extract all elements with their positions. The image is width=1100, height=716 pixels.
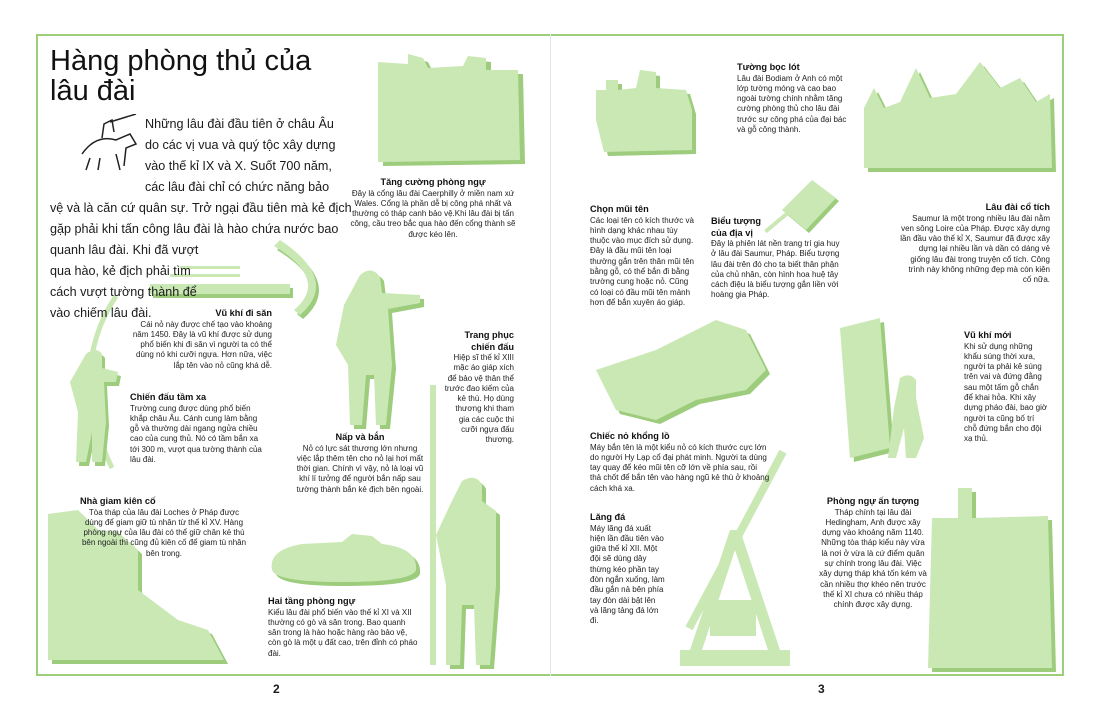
caption-heading: Trang phục chiến đấu <box>464 330 514 352</box>
intro-line: Những lâu đài đầu tiên ở châu Âu <box>145 117 334 131</box>
caption-phong-ngu-an-tuong <box>818 496 928 610</box>
caption-text: Cái nỏ này được chế tạo vào khoảng năm 1450. Đây là vũ khí được sử dụng phổ biến khi đi săn vì người ta có thể dùng nó khi cưỡi ngựa. Hơn nữa, việc lắp tên vào nỏ cũng khá dễ. <box>132 319 272 370</box>
caption-heading: Chọn mũi tên <box>590 204 649 214</box>
caption-heading: Phòng ngự ấn tượng <box>826 496 920 506</box>
intro-line: vào chiếm lâu đài. <box>50 306 152 320</box>
caption-heading: Nấp và bắn <box>335 432 385 442</box>
page-number-left: 2 <box>273 682 280 696</box>
crossbowman-silhouette <box>330 265 430 435</box>
ballista-silhouette <box>596 310 776 430</box>
caption-heading: Chiếc nỏ khổng lồ <box>590 431 670 441</box>
caption-chon-mui-ten <box>590 204 698 308</box>
caption-bieu-tuong <box>711 216 845 301</box>
bodiam-wall-silhouette <box>596 60 736 170</box>
caption-heading: Nhà giam kiên cố <box>80 496 156 506</box>
intro-line: vào thế kỉ IX và X. Suốt 700 năm, <box>145 159 332 173</box>
page-fold <box>550 34 551 676</box>
motte-bailey-silhouette <box>262 530 428 590</box>
caption-lang-da <box>590 512 666 626</box>
caption-text: Máy lăng đá xuất hiện lần đầu tiên vào giữa thế kỉ XII. Một đội sẽ dùng dây thừng kéo phần tay đòn ngắn xuống, làm đầu gắn nả bên phía tay đòn dài bật lên và lăng tảng đá lớn đi. <box>590 523 665 626</box>
caption-chiec-no <box>590 431 770 494</box>
caption-heading: Tăng cường phòng ngự <box>380 177 486 187</box>
caption-tang-cuong <box>348 177 518 240</box>
knight-engraving-image <box>76 114 140 172</box>
caption-heading: Chiến đấu tầm xa <box>130 392 207 402</box>
caption-text: Khi sử dụng những khẩu súng thời xưa, người ta phải kê súng trên vai và đứng đằng sau một tấm gỗ chắn để khai hỏa. Khi xây dựng pháo đài, bao giờ người ta cũng bố trí chỗ đứng bắn cho đội xạ thủ. <box>964 341 1048 444</box>
intro-line: qua hào, kẻ địch phải tìm <box>50 264 191 278</box>
intro-line: do các vị vua và quý tộc xây dựng <box>145 138 336 152</box>
caption-vu-khi-di-san <box>130 308 272 371</box>
intro-line: quanh lâu đài. Khi đã vượt <box>50 243 199 257</box>
intro-line: vệ và là căn cứ quân sự. Trở ngại đầu tiên mà kẻ địch <box>50 201 352 215</box>
caption-text: Đây là cổng lâu đài Caerphilly ở miền nam xứ Wales. Cổng là phần dễ bị công phá nhất và thường có tháp canh bảo vệ.Khi lâu đài bị tấn công, cầu treo bắc qua hào đến cổng thành sẽ được kéo lên. <box>350 188 516 239</box>
caption-text: Các loại tên có kích thước và hình dạng khác nhau tùy thuộc vào mục đích sử dụng. Đây là đầu mũi tên loại thường gắn trên thân mũi tên bằng gỗ, có thể bắn đi bằng trường cung hoặc nỏ. Cũng có loại có đầu mũi tên mảnh hơn để bắn xuyên áo giáp. <box>590 215 694 307</box>
caption-heading: Hai tầng phòng ngự <box>268 596 356 606</box>
caption-hai-tang <box>268 596 418 659</box>
caption-text: Trường cung được dùng phổ biến khắp châu Âu. Cánh cung làm bằng gỗ và thường dài ngang ngửa chiều cao của cung thủ. Nó có tầm bắn xa tới 300 m, vượt qua tường thành của lâu đài. <box>130 403 262 464</box>
caption-lau-dai-co-tich <box>898 202 1050 286</box>
caption-heading: Lâu đài cổ tích <box>985 202 1050 212</box>
caption-nap-va-ban <box>296 432 424 495</box>
intro-line: các lâu đài chỉ có chức năng bảo <box>145 180 330 194</box>
keep-tower-silhouette <box>928 478 1064 674</box>
caption-text: Máy bắn tên là một kiểu nỏ có kích thước cực lớn do người Hy Lạp cổ đại phát minh. Người ta dùng tay quay để kéo mũi tên cỡ lớn về phía sau, rồi thả chốt để bắn tên vào hàng ngũ kẻ thù ở khoảng cách khá xa. <box>590 442 770 493</box>
caption-chien-dau <box>130 392 262 465</box>
caption-text: Nỏ có lực sát thương lớn nhưng việc lắp thêm tên cho nỏ lại hơi mất thời gian. Chính vì vậy, nỏ là loại vũ khí lí tưởng để người bắn nấp sau tường thành bắn kẻ địch bên ngoài. <box>296 443 424 494</box>
caption-heading: Vũ khí đi săn <box>215 308 272 318</box>
caption-text: Kiểu lâu đài phổ biến vào thế kỉ XI và XII thường có gò và sân trong. Bao quanh sân trong là hào hoặc hàng rào bảo vệ, còn gò là một ụ đất cao, trên đỉnh có pháo đài. <box>268 607 418 658</box>
saumur-castle-silhouette <box>860 58 1060 178</box>
gatehouse-silhouette <box>368 50 532 178</box>
caption-heading: Lăng đá <box>590 512 626 522</box>
gunner-silhouette <box>830 318 940 468</box>
caption-trang-phuc <box>444 330 514 446</box>
page-title: Hàng phòng thủ của lâu đài <box>50 45 312 107</box>
caption-nha-giam <box>80 496 248 559</box>
caption-text: Tòa tháp của lâu đài Loches ở Pháp được dùng để giam giữ tù nhân từ thế kỉ XV. Hàng phòng ngự của lâu đài có thể giữ chân kẻ thù bên ngoài thì cũng đủ kiên cố để giam tù nhân bên trong. <box>81 507 247 558</box>
caption-text: Saumur là một trong nhiều lâu đài nằm ven sông Loire của Pháp. Được xây dựng lần đầu vào thế kỉ X, Saumur đã được xây dựng lại nhiều lần và dần có dáng vẻ giống lâu đài trong truyện cổ tích. Công trình này không những đẹp mà còn kiên cố nữa. <box>900 213 1050 285</box>
caption-heading: Biểu tượng của địa vị <box>711 216 761 238</box>
caption-text: Tháp chính tại lâu đài Hedingham, Anh được xây dựng vào khoảng năm 1140. Những tòa tháp kiểu này vừa là nơi ở vừa là cứ điểm quân sự chính trong lâu đài. Việc xây dựng tháp khá tốn kém và cần nhiều thợ khéo nên trước thế kỉ XI chưa có nhiều tháp chính được xây dựng. <box>819 507 927 610</box>
caption-heading: Tường bọc lót <box>737 62 800 72</box>
caption-vu-khi-moi <box>964 330 1048 444</box>
intro-line: cách vượt tường thành để <box>50 285 197 299</box>
caption-heading: Vũ khí mới <box>964 330 1012 340</box>
page-number-right: 3 <box>818 682 825 696</box>
intro-line: gặp phải khi tấn công lâu đài là hào chứa nước bao <box>50 222 339 236</box>
caption-tuong-boc-lot <box>737 62 851 135</box>
caption-text: Lâu đài Bodiam ở Anh có một lớp tường móng và cao bao ngoài tường chính nhằm tăng cường phòng thủ cho lâu đài trước sự công phá của đại bác và gỗ công thành. <box>737 73 847 134</box>
caption-text: Đây là phiên lát nền trang trí gia huy ở lâu đài Saumur, Pháp. Biểu tượng lâu đài trên đó cho ta biết thân phận của chủ nhân, còn hình hoa huệ tây cách điệu là biểu tượng gắn liền với hoàng gia Pháp. <box>711 239 840 300</box>
caption-text: Hiệp sĩ thế kỉ XIII mặc áo giáp xích để bảo vệ thân thể trước đao kiếm của kẻ thù. Họ dùng thương khi tham gia các cuộc thi cưỡi ngựa đấu thương. <box>444 353 514 445</box>
